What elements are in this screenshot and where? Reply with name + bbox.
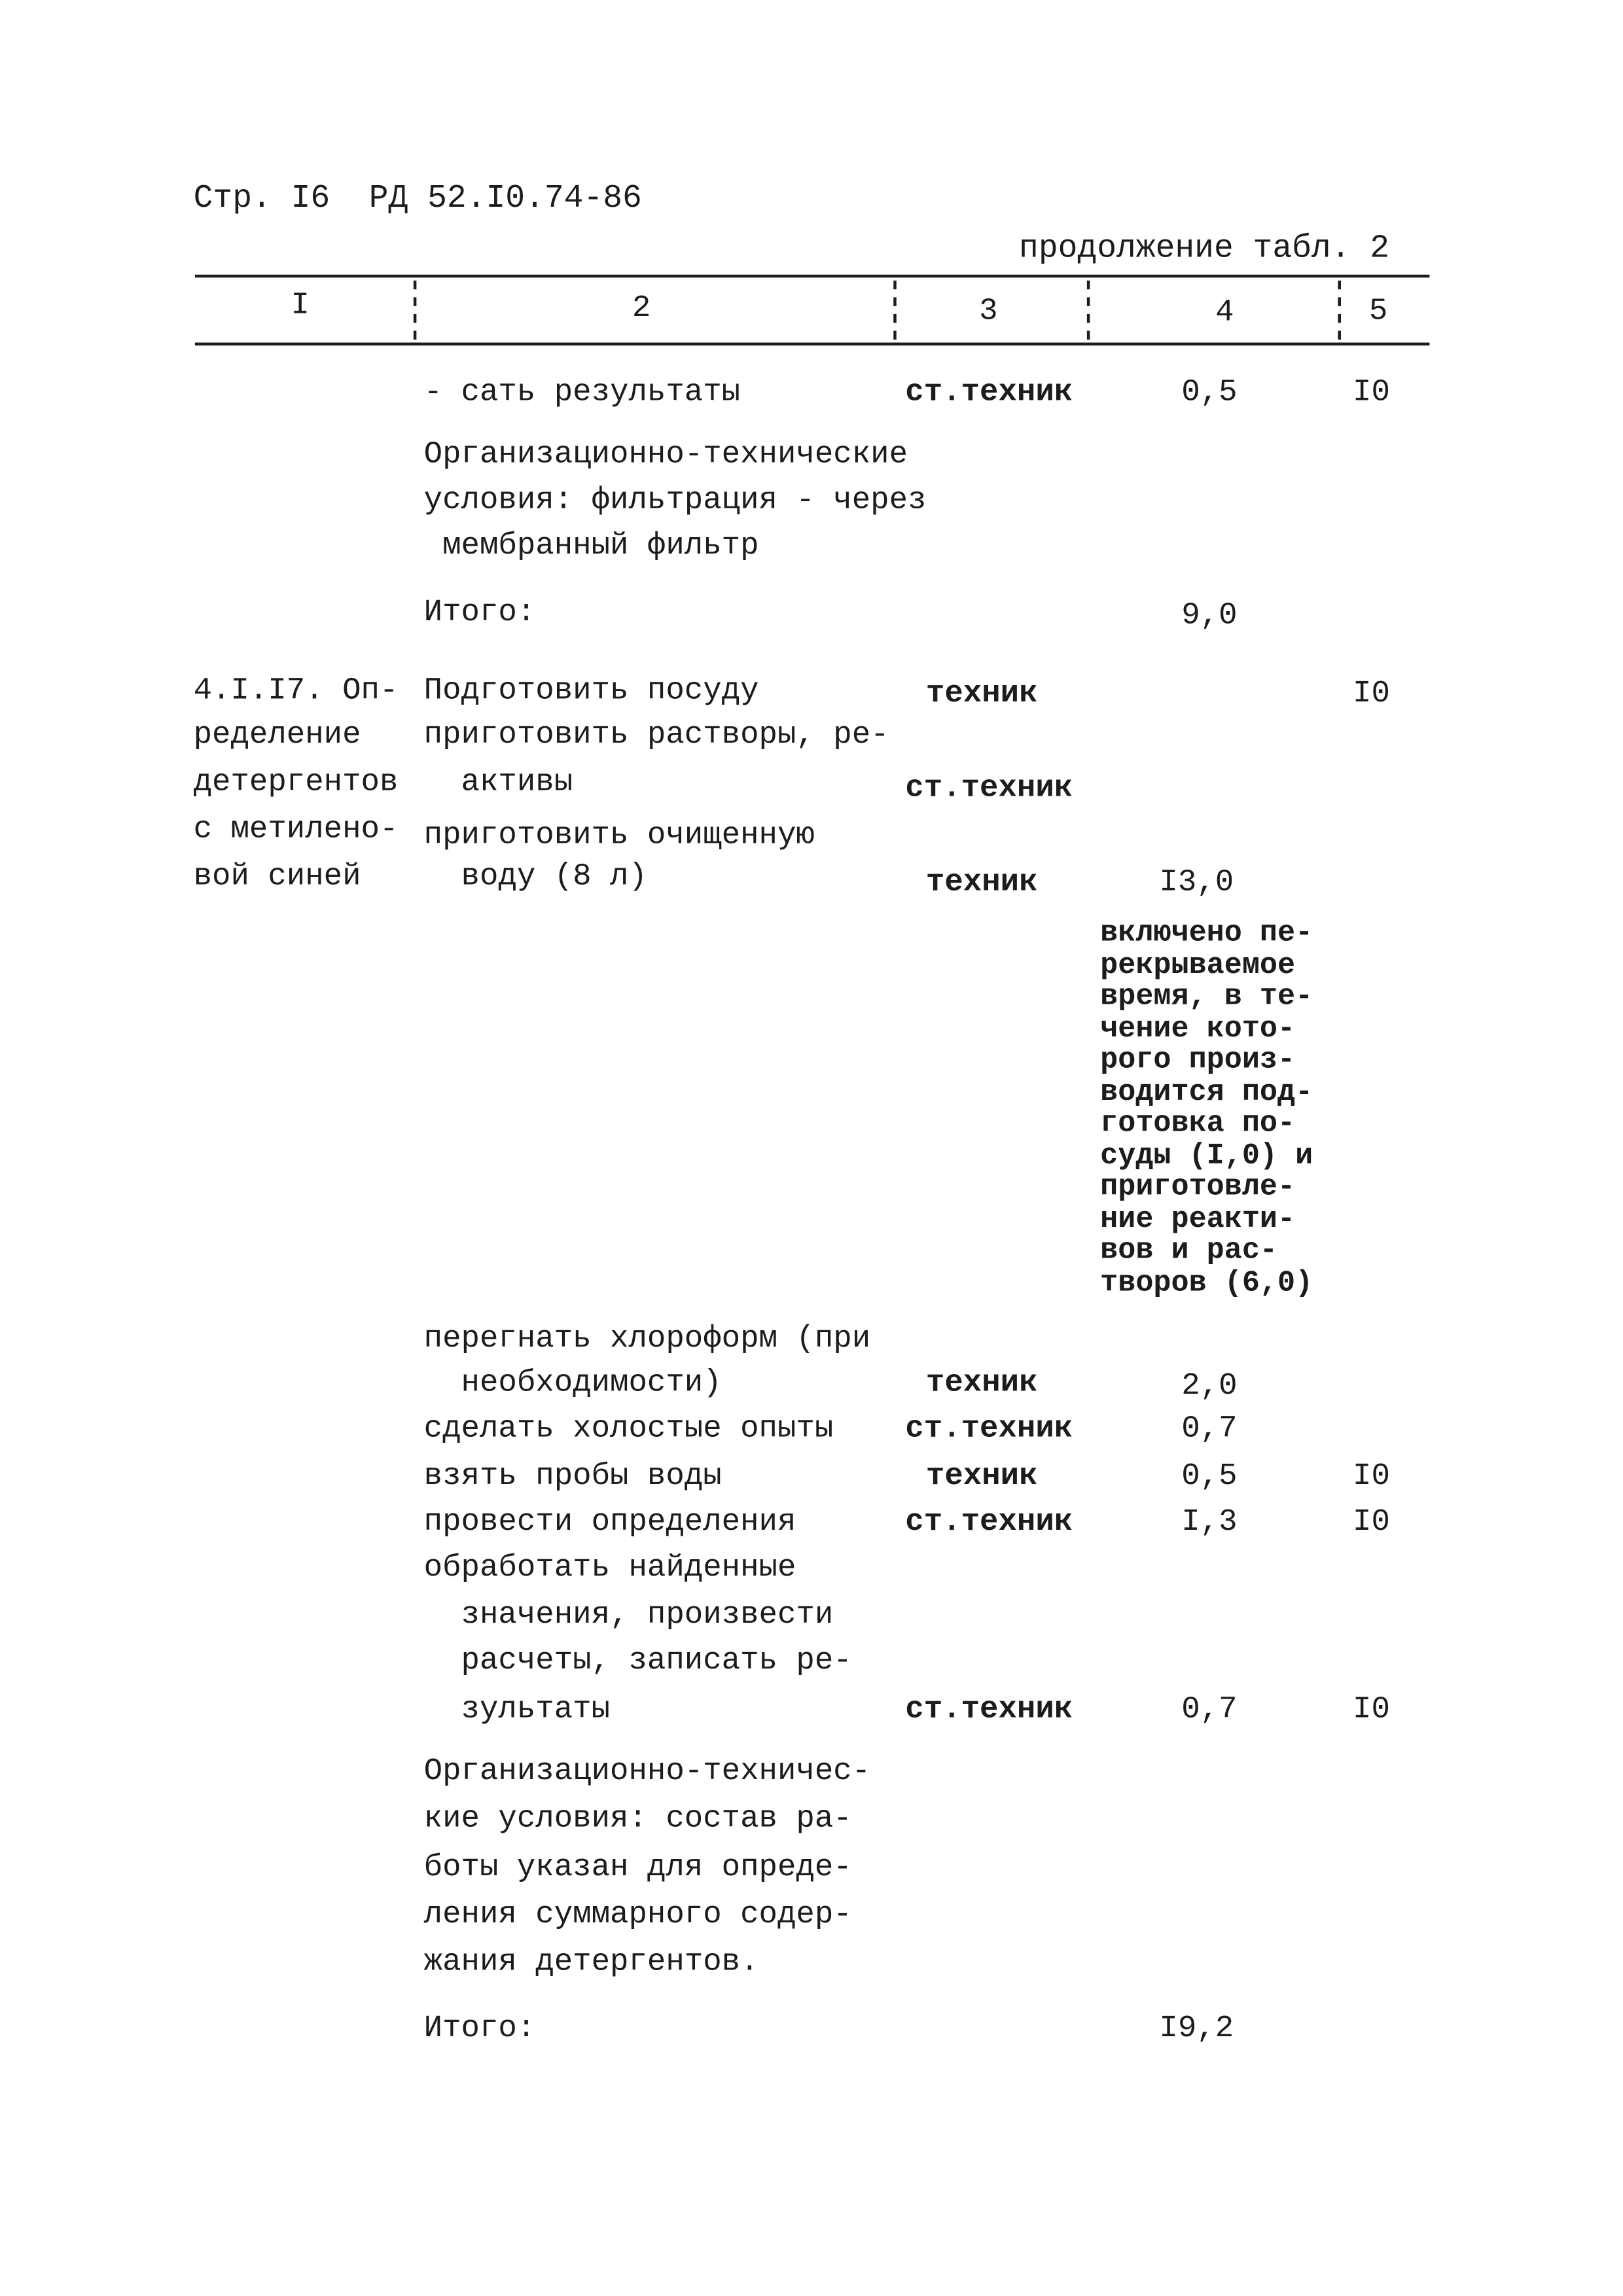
row-performer: ст.техник xyxy=(905,376,1073,411)
row-performer: ст.техник xyxy=(905,1413,1073,1447)
row-time-norm: 0,7 xyxy=(1181,1413,1238,1447)
row-count: I0 xyxy=(1353,1693,1390,1728)
row-performer: техник xyxy=(925,866,1038,901)
row-work-step: обработать найденные xyxy=(423,1551,796,1586)
row-performer: техник xyxy=(925,677,1038,712)
conditions-line: Организационно-технические xyxy=(423,438,908,473)
conditions-line: жания детергентов. xyxy=(423,1946,759,1981)
row-time-norm: 0,5 xyxy=(1181,1460,1238,1494)
row-work-step: зультаты xyxy=(423,1693,611,1728)
row-work-step: Подготовить посуду xyxy=(423,675,759,709)
item-title-line: ределение xyxy=(193,718,361,753)
row-work-step: необходимости) xyxy=(423,1367,722,1402)
item-title-line: детергентов xyxy=(193,766,399,801)
row-work-step: - сать результаты xyxy=(423,376,741,411)
table-top-rule xyxy=(195,275,1430,278)
column-header-2: 2 xyxy=(632,292,651,327)
row-work-step: воду (8 л) xyxy=(423,860,647,895)
row-work-step: расчеты, записать ре- xyxy=(423,1644,852,1679)
row-count: I0 xyxy=(1353,1506,1390,1540)
conditions-line: боты указан для опреде- xyxy=(423,1851,852,1886)
header-divider-4 xyxy=(1338,281,1341,340)
item-title-line: вой синей xyxy=(193,860,361,895)
row-work-step: сделать холостые опыты xyxy=(423,1413,834,1447)
row-performer: ст.техник xyxy=(905,772,1073,807)
header-divider-2 xyxy=(893,281,897,340)
conditions-line: мембранный фильтр xyxy=(423,530,759,565)
row-performer: ст.техник xyxy=(905,1506,1073,1540)
row-work-step: провести определения xyxy=(423,1506,796,1540)
row-count: I0 xyxy=(1353,1460,1390,1494)
row-work-step: приготовить растворы, ре- xyxy=(423,718,889,753)
column-header-1: I xyxy=(291,289,310,324)
row-work-step: приготовить очищенную xyxy=(423,819,815,854)
header-divider-3 xyxy=(1087,281,1090,340)
row-count: I0 xyxy=(1353,376,1390,411)
item-title-line: с метилено- xyxy=(193,813,399,848)
table-header-bottom-rule xyxy=(195,343,1430,346)
conditions-line: Организационно-техничес- xyxy=(423,1756,871,1790)
total-label: Итого: xyxy=(423,596,536,631)
row-time-norm: 2,0 xyxy=(1181,1370,1238,1405)
row-time-norm: 0,5 xyxy=(1181,376,1238,411)
column-header-3: 3 xyxy=(979,295,998,330)
column-header-5: 5 xyxy=(1368,295,1388,330)
column-header-4: 4 xyxy=(1215,296,1234,331)
row-time-norm: I3,0 xyxy=(1159,866,1234,901)
total-label: Итого: xyxy=(423,2012,536,2047)
row-work-step: перегнать хлороформ (при xyxy=(423,1322,871,1357)
row-time-norm: 0,7 xyxy=(1181,1693,1238,1728)
conditions-line: условия: фильтрация - через xyxy=(423,484,927,519)
conditions-line: ления суммарного содер- xyxy=(423,1898,852,1933)
page-reference: Стр. I6 РД 52.I0.74-86 xyxy=(193,180,642,217)
item-title-line: 4.I.I7. Оп- xyxy=(193,675,399,709)
row-work-step: взять пробы воды xyxy=(423,1460,722,1494)
table-continuation-label: продолжение табл. 2 xyxy=(1019,230,1390,268)
row-work-step: значения, произвести xyxy=(423,1598,834,1633)
row-work-step: активы xyxy=(423,766,573,801)
row-performer: техник xyxy=(925,1460,1038,1494)
header-divider-1 xyxy=(414,281,417,340)
total-value: 9,0 xyxy=(1181,599,1238,634)
row-time-norm: I,3 xyxy=(1181,1506,1238,1540)
total-value: I9,2 xyxy=(1159,2012,1234,2047)
row-performer: техник xyxy=(925,1367,1038,1402)
row-count: I0 xyxy=(1353,677,1390,712)
conditions-line: кие условия: состав ра- xyxy=(423,1803,852,1837)
row-performer: ст.техник xyxy=(905,1693,1073,1728)
overlap-time-note: включено пе- рекрываемое время, в те- чение кото- рого произ- водится под- готовка по- суды (I,0) и приготовле- ние реакти- вов и рас- творов (6,0) xyxy=(1100,917,1313,1300)
